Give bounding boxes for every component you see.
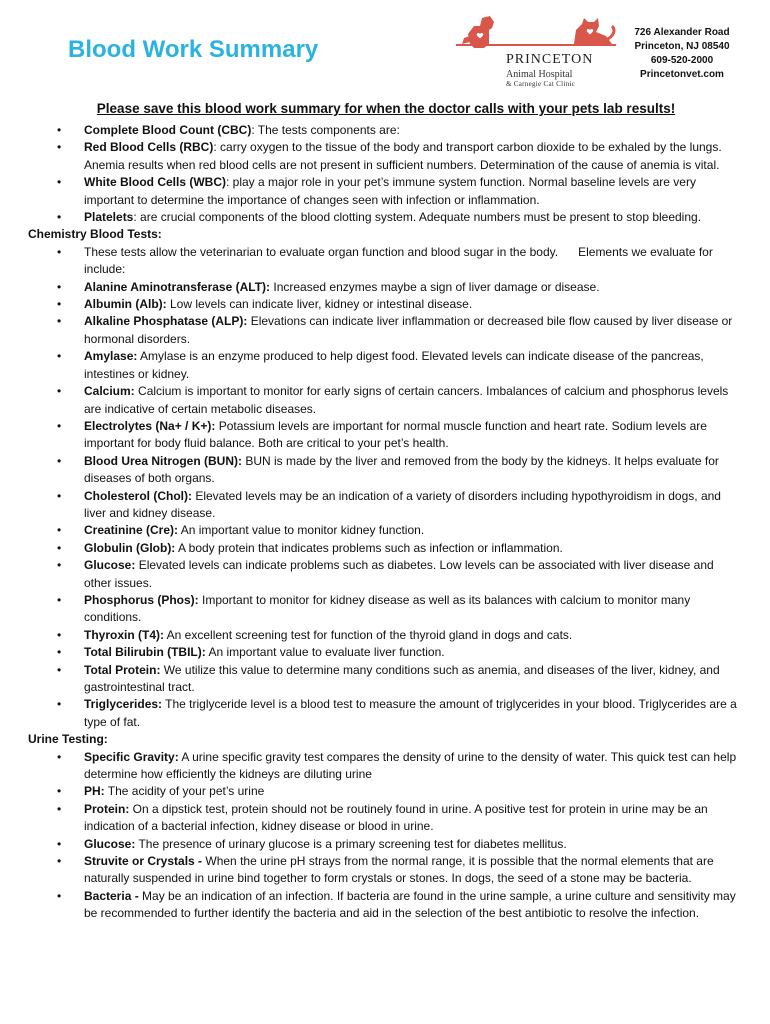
term: Albumin (Alb): [84, 297, 167, 312]
logo-subtitle-2: & Carnegie Cat Clinic [506, 80, 576, 88]
description: A urine specific gravity test compares the density of urine to the density of water. This quick test can help determine how efficiently the kidneys are diluting urine [84, 749, 737, 782]
list-item [28, 313, 744, 348]
phone-line: 609-520-2000 [650, 55, 714, 66]
term: Alanine Aminotransferase (ALT): [84, 279, 271, 294]
description: We utilize this value to determine many conditions such as anemia, and diseases of the liver, kidney, and gastrointestinal tract. [84, 662, 720, 694]
list-item [28, 174, 744, 209]
term: Total Bilirubin (TBIL): [84, 645, 206, 660]
description: On a dipstick test, protein should not be routinely found in urine. A positive test for protein in urine may be an indication of a bacterial infection, kidney disease or blood in urine. [84, 801, 708, 834]
cbc-list [28, 122, 744, 226]
term-sep: : [133, 210, 137, 225]
description: May be an indication of an infection. If bacteria are found in the urine sample, a urine culture and sensitivity may be recommended to further identify the bacteria and aid in the selection of the best antibiotic to resolve the infection. [84, 888, 736, 921]
list-item [28, 557, 744, 592]
list-item [28, 627, 744, 644]
list-item [28, 209, 744, 226]
term: Specific Gravity: [84, 749, 179, 764]
description: Amylase is an enzyme produced to help digest food. Elevated levels can indicate disease of the pancreas, intestines or kidney. [84, 349, 704, 381]
list-item [28, 453, 744, 488]
term: Glucose: [84, 558, 136, 573]
term: Red Blood Cells (RBC) [84, 140, 214, 155]
term: Amylase: [84, 349, 138, 364]
description: Potassium levels are important for normal muscle function and heart rate. Sodium levels are important for body fluid balance. Both are critical to your pet’s health. [84, 418, 707, 451]
term: Creatinine (Cre): [84, 523, 179, 538]
city-line: Princeton, NJ 08540 [634, 41, 730, 52]
term: Globulin (Glob): [84, 540, 176, 555]
description: The acidity of your pet’s urine [104, 784, 265, 799]
description: Increased enzymes maybe a sign of liver damage or disease. [270, 279, 600, 294]
term: Blood Urea Nitrogen (BUN): [84, 453, 242, 468]
website-line: Princetonvet.com [640, 69, 724, 80]
contact-block [612, 26, 752, 82]
term: White Blood Cells (WBC) [84, 175, 226, 190]
description: carry oxygen to the tissue of the body and transport carbon dioxide to be exhaled by the lungs. Anemia results when red blood cells are not present in sufficient numbers. Determination of the cause of anemia is vital. [84, 140, 722, 172]
term-sep: : [251, 123, 255, 137]
list-item [28, 139, 744, 174]
description: BUN is made by the liver and removed from the body by the kidneys. It helps evaluate for diseases of both organs. [84, 453, 719, 486]
list-item [28, 783, 744, 800]
list-item [28, 696, 744, 731]
term: Phosphorus (Phos): [84, 592, 199, 607]
list-item [28, 853, 744, 888]
description: The tests components are: [254, 123, 400, 137]
list-item [28, 888, 744, 923]
term: Total Protein: [84, 662, 161, 677]
list-item [28, 488, 744, 523]
term: PH: [84, 784, 105, 799]
description: When the urine pH strays from the normal range, it is possible that the normal elements that are naturally suspended in urine bind together to form crystals or stones. In dogs, the seed of a stone may be bacteria. [84, 854, 714, 886]
term: Protein: [84, 801, 130, 816]
intro-text-2: Elements we evaluate for include: [84, 244, 713, 277]
logo-subtitle: Animal Hospital [506, 69, 573, 80]
description: An important value to evaluate liver function. [205, 645, 445, 660]
description: An important value to monitor kidney function. [178, 523, 425, 538]
list-item [28, 644, 744, 661]
chemistry-list [28, 244, 744, 731]
description: The presence of urinary glucose is a primary screening test for diabetes mellitus. [135, 836, 567, 851]
term: Complete Blood Count (CBC) [84, 123, 252, 137]
list-item [28, 592, 744, 627]
urine-list [28, 749, 744, 923]
term: Triglycerides: [84, 697, 163, 712]
list-item [28, 522, 744, 539]
description: Elevated levels may be an indication of a variety of disorders including hypothyroidism in dogs, and liver and kidney disease. [84, 488, 721, 520]
intro-text: These tests allow the veterinarian to evaluate organ function and blood sugar in the body. [84, 244, 559, 259]
list-item [28, 383, 744, 418]
term: Glucose: [84, 836, 136, 851]
address-line: 726 Alexander Road [634, 27, 730, 38]
list-item [28, 122, 744, 139]
urine-heading: Urine Testing: [28, 732, 108, 747]
list-item [28, 348, 744, 383]
term: Cholesterol (Chol): [84, 488, 192, 503]
term: Thyroxin (T4): [84, 627, 164, 642]
list-item [28, 244, 744, 279]
description: A body protein that indicates problems such as infection or inflammation. [175, 540, 563, 555]
chemistry-heading: Chemistry Blood Tests: [28, 227, 162, 242]
hospital-logo [456, 14, 616, 88]
description: An excellent screening test for function of the thyroid gland in dogs and cats. [164, 627, 573, 642]
page-title: Blood Work Summary [68, 36, 319, 63]
list-item [28, 801, 744, 836]
description: Low levels can indicate liver, kidney or intestinal disease. [166, 297, 473, 312]
description: Elevations can indicate liver inflammation or decreased bile flow caused by liver disease or hormonal disorders. [84, 314, 733, 346]
description: Calcium is important to monitor for early signs of certain cancers. Imbalances of calcium and phosphorus levels are indicative of certain metabolic diseases. [84, 384, 729, 416]
list-item [28, 540, 744, 557]
term: Calcium: [84, 384, 135, 399]
description: Elevated levels can indicate problems such as diabetes. Low levels can be associated with liver disease and other issues. [84, 558, 714, 590]
term: Alkaline Phosphatase (ALP): [84, 314, 248, 329]
logo-name: PRINCETON [506, 52, 594, 67]
term: Electrolytes (Na+ / K+): [84, 418, 216, 433]
save-notice: Please save this blood work summary for when the doctor calls with your pets lab results! [96, 101, 676, 116]
description: play a major role in your pet’s immune system function. Normal baseline levels are very important to determine the importance of changes seen with infection or inflammation. [84, 175, 696, 207]
description: The triglyceride level is a blood test to measure the amount of triglycerides in your blood. Triglycerides are a type of fat. [84, 697, 737, 729]
summary-content [28, 100, 744, 923]
list-item [28, 418, 744, 453]
term-sep: : [213, 140, 217, 155]
pets-logo-icon [456, 14, 616, 54]
term: Struvite or Crystals - [84, 854, 203, 869]
description: Important to monitor for kidney disease as well as its balances with calcium to monitor many conditions. [84, 592, 691, 625]
term: Bacteria - [84, 888, 139, 903]
list-item [28, 296, 744, 313]
list-item [28, 279, 744, 296]
list-item [28, 836, 744, 853]
list-item [28, 662, 744, 697]
term: Platelets [84, 210, 134, 225]
description: are crucial components of the blood clotting system. Adequate numbers must be present to stop bleeding. [136, 210, 702, 225]
list-item [28, 749, 744, 784]
term-sep: : [225, 175, 230, 190]
